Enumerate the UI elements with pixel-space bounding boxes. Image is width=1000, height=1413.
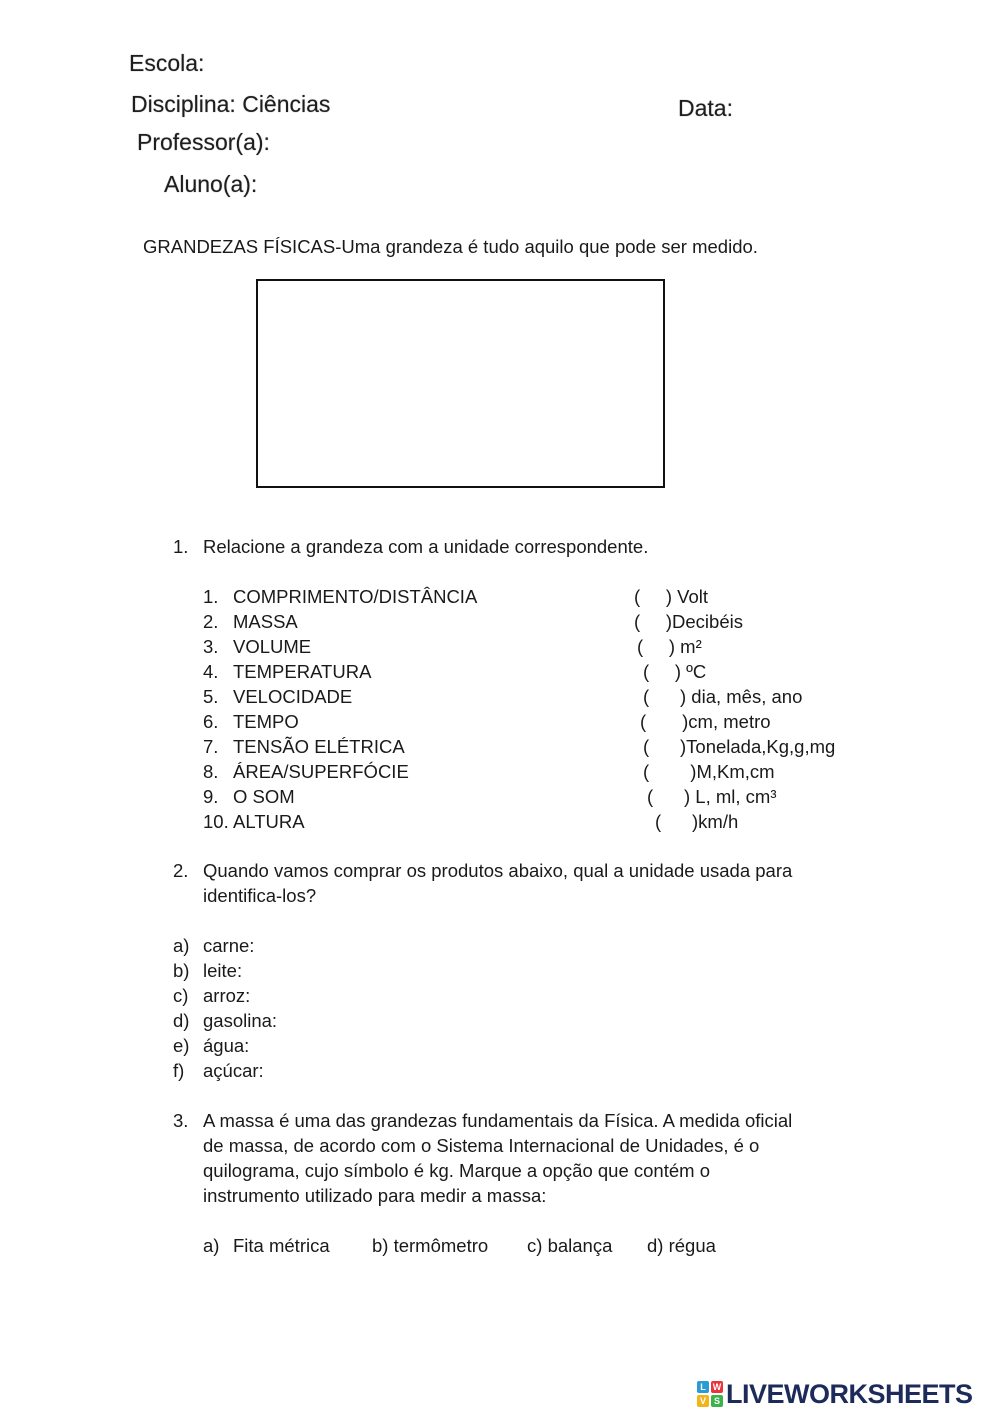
question-3-line: quilograma, cujo símbolo é kg. Marque a opção que contém o: [203, 1160, 710, 1181]
quantity-item: [203, 609, 298, 634]
item-number: 10.: [203, 811, 229, 832]
item-label: TEMPO: [233, 711, 299, 732]
quantity-item: [203, 684, 352, 709]
quantity-item: [203, 584, 477, 609]
quantity-item: [203, 634, 311, 659]
item-text: arroz:: [203, 985, 251, 1006]
item-letter: f): [173, 1060, 185, 1081]
product-item: [173, 958, 242, 983]
question-3-line: de massa, de acordo com o Sistema Internacional de Unidades, é o: [203, 1135, 760, 1156]
item-letter: d): [173, 1010, 190, 1031]
image-placeholder: [256, 279, 665, 488]
item-label: VOLUME: [233, 636, 312, 657]
item-label: ALTURA: [233, 811, 305, 832]
logo-letter: W: [712, 1382, 722, 1392]
item-text: carne:: [203, 935, 255, 956]
item-number: 7.: [203, 736, 219, 757]
item-label: TENSÃO ELÉTRICA: [233, 736, 405, 757]
teacher-label: Professor(a):: [137, 129, 270, 155]
option-letter: a): [203, 1235, 220, 1256]
item-number: 1.: [203, 586, 219, 607]
question-text: Relacione a grandeza com a unidade correspondente.: [203, 536, 649, 557]
item-number: 5.: [203, 686, 219, 707]
unit-item[interactable]: ( ) dia, mês, ano: [643, 686, 803, 707]
question-3-line: instrumento utilizado para medir a massa:: [203, 1185, 547, 1206]
item-label: COMPRIMENTO/DISTÂNCIA: [233, 586, 478, 607]
option-text: Fita métrica: [233, 1235, 330, 1256]
option-text: balança: [547, 1235, 613, 1256]
option-letter: c): [527, 1235, 543, 1256]
question-number: 1.: [173, 536, 189, 557]
unit-item[interactable]: ( )Tonelada,Kg,g,mg: [643, 736, 836, 757]
option-text: régua: [668, 1235, 716, 1256]
logo-icon: [697, 1381, 723, 1407]
logo-letter: L: [697, 1381, 709, 1393]
intro-text: GRANDEZAS FÍSICAS-Uma grandeza é tudo aquilo que pode ser medido.: [143, 236, 758, 257]
question-number: 2.: [173, 860, 189, 881]
quantity-item: [203, 759, 409, 784]
unit-item[interactable]: ( ) m²: [637, 636, 702, 657]
item-label: O SOM: [233, 786, 295, 807]
logo-letter: V: [697, 1395, 709, 1407]
subject-label: Disciplina: Ciências: [131, 91, 331, 117]
student-label: Aluno(a):: [164, 171, 258, 197]
quantity-item: [203, 809, 305, 834]
product-item: [173, 1058, 264, 1083]
option-d[interactable]: [647, 1233, 716, 1258]
unit-item[interactable]: ( )km/h: [655, 811, 739, 832]
unit-item[interactable]: ( )Decibéis: [634, 611, 743, 632]
question-number: 3.: [173, 1110, 189, 1131]
unit-item[interactable]: ( ) ºC: [643, 661, 707, 682]
quantity-item: [203, 659, 371, 684]
question-2-continued: identifica-los?: [203, 885, 317, 906]
item-number: 9.: [203, 786, 219, 807]
product-item: [173, 933, 254, 958]
item-label: VELOCIDADE: [233, 686, 353, 707]
product-item: [173, 1033, 249, 1058]
quantity-item: [203, 784, 295, 809]
item-text: açúcar:: [203, 1060, 264, 1081]
unit-item[interactable]: ( )cm, metro: [640, 711, 771, 732]
date-label: Data:: [678, 95, 733, 121]
item-letter: c): [173, 985, 189, 1006]
option-b[interactable]: [372, 1233, 488, 1258]
product-item: [173, 1008, 277, 1033]
quantity-item: [203, 734, 405, 759]
item-number: 3.: [203, 636, 219, 657]
school-label: Escola:: [129, 50, 205, 76]
question-text: A massa é uma das grandezas fundamentais da Física. A medida oficial: [203, 1110, 793, 1131]
product-item: [173, 983, 250, 1008]
item-number: 2.: [203, 611, 219, 632]
item-letter: e): [173, 1035, 190, 1056]
item-text: gasolina:: [203, 1010, 278, 1031]
item-number: 6.: [203, 711, 219, 732]
unit-item[interactable]: ( ) Volt: [634, 586, 709, 607]
unit-item[interactable]: ( )M,Km,cm: [643, 761, 775, 782]
item-label: ÁREA/SUPERFÓCIE: [233, 761, 409, 782]
item-text: água:: [203, 1035, 250, 1056]
logo-text: LIVEWORKSHEETS: [726, 1378, 973, 1409]
option-letter: d): [647, 1235, 664, 1256]
question-2: [173, 858, 792, 883]
item-number: 4.: [203, 661, 219, 682]
option-a[interactable]: [203, 1233, 330, 1258]
item-letter: b): [173, 960, 190, 981]
logo-letter: S: [711, 1395, 723, 1407]
option-letter: b): [372, 1235, 389, 1256]
item-label: TEMPERATURA: [233, 661, 372, 682]
item-label: MASSA: [233, 611, 298, 632]
question-1: [173, 534, 648, 559]
liveworksheets-logo: [697, 1379, 973, 1409]
option-text: termômetro: [393, 1235, 489, 1256]
unit-item[interactable]: ( ) L, ml, cm³: [647, 786, 777, 807]
question-text: Quando vamos comprar os produtos abaixo, qual a unidade usada para: [203, 860, 793, 881]
item-number: 8.: [203, 761, 219, 782]
item-text: leite:: [203, 960, 243, 981]
quantity-item: [203, 709, 299, 734]
item-letter: a): [173, 935, 190, 956]
question-3: [173, 1108, 792, 1133]
option-c[interactable]: [527, 1233, 612, 1258]
